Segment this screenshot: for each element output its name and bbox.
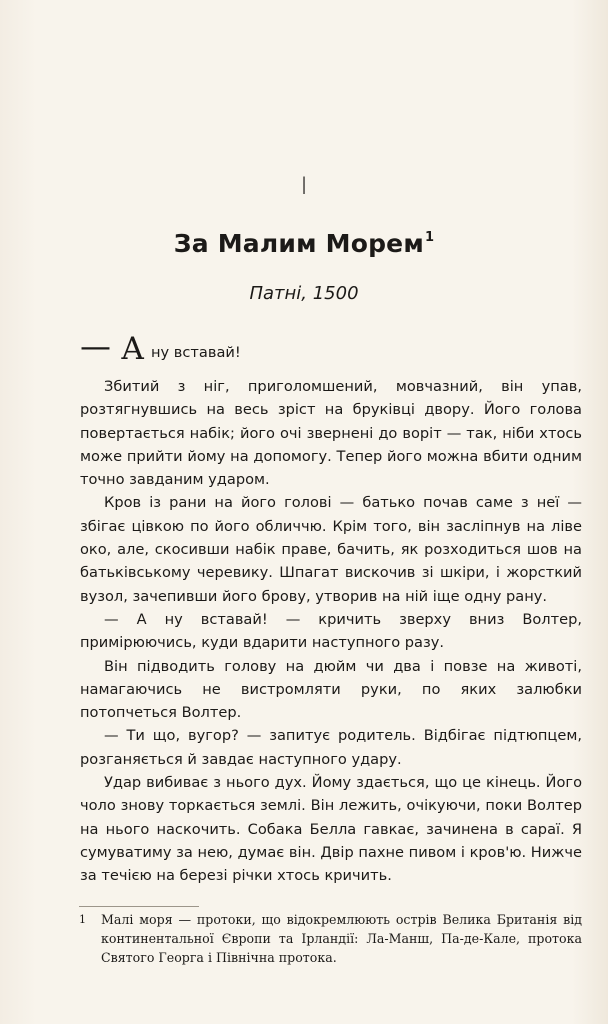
paragraph: — А ну вставай! — кричить зверху вниз Волтер, примірюючись, куди вдарити наступного разу. xyxy=(80,610,582,652)
opening-line-rest: ну вставай! xyxy=(146,344,241,361)
opening-line xyxy=(80,329,582,373)
opening-dash: — xyxy=(80,329,121,365)
footnote xyxy=(79,910,582,967)
footnote-text: Малі моря — протоки, що відокремлюють острів Велика Британія від континентальної Європи та Ірландії: Ла-Манш, Па-де-Кале, протока Святого Георга і Північна протока. xyxy=(101,912,582,965)
drop-cap-letter: А xyxy=(120,331,145,367)
part-number: I xyxy=(300,172,308,200)
chapter-title-text: За Малим Морем xyxy=(173,229,424,258)
footnote-reference: 1 xyxy=(424,230,435,245)
paragraph: Кров із рани на його голові — батько почав саме з неї — збігає цівкою по його обличчю. Крім того, він засліпнув на ліве око, але, скосивши набік праве, бачить, як розходиться шов на батьківському черевику. Шпагат вискочив зі шкіри, і жорсткий вузол, зачепивши його брову, утворив на ній іще одну рану. xyxy=(80,494,582,605)
paragraph: Він підводить голову на дюйм чи два і повзе на животі, намагаючись не вистромляти руки, по яких залюбки потопчеться Волтер. xyxy=(80,657,582,722)
footnote-divider xyxy=(79,906,199,907)
chapter-subtitle: Патні, 1500 xyxy=(249,283,359,304)
body-text xyxy=(80,329,582,888)
paragraph: Збитий з ніг, приголомшений, мовчазний, він упав, розтягнувшись на весь зріст на бруківці двору. Його голова повертається набік; його очі звернені до воріт — так, ніби хтось може прийти йому на допомогу. Тепер його можна вбити одним точно завданим ударом. xyxy=(80,378,582,489)
chapter-title xyxy=(0,229,608,258)
paragraph: Удар вибиває з нього дух. Йому здається, що це кінець. Його чоло знову торкається землі. Він лежить, очікуючи, поки Волтер на нього наскочить. Собака Белла гавкає, зачинена в сараї. Я сумуватиму за нею, думає він. Двір пахне пивом і кров'ю. Нижче за течією на березі річки хтось кричить. xyxy=(80,774,582,885)
paragraph: — Ти що, вугор? — запитує родитель. Відбігає підтюпцем, розганяється й завдає наступного удару. xyxy=(80,727,582,768)
footnote-mark: 1 xyxy=(79,913,86,926)
